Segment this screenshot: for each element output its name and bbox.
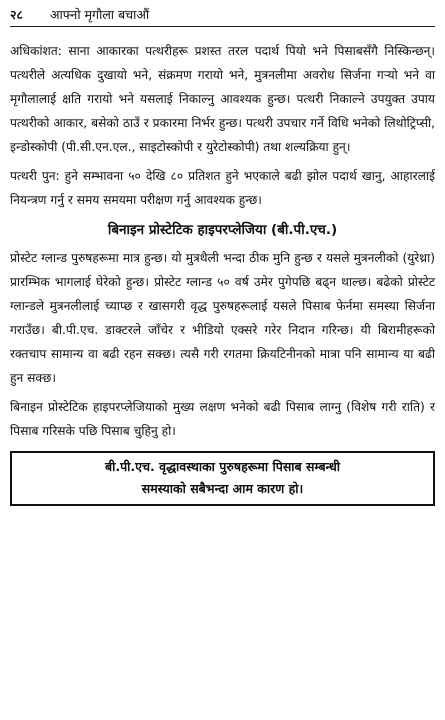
paragraph-stone-recurrence: पत्थरी पुन: हुने सम्भावना ५० देखि ८० प्रतिशत हुने भएकाले बढी झोल पदार्थ खानु, आहारलाई नियन्त्रण गर्नु र समय समयमा परीक्षण गर्नु आवश्यक हुन्छ। bbox=[10, 169, 435, 207]
callout-line-1: बी.पी.एच. वृद्धावस्थाका पुरुषहरूमा पिसाब सम्बन्धी bbox=[104, 459, 341, 474]
paragraph-stone-treatment: अधिकांशत: साना आकारका पत्थरीहरू प्रशस्त तरल पदार्थ पियो भने पिसाबसँगै निस्किन्छन्। पत्थरीले अत्यधिक दुखायो भने, संक्रमण गरायो भने, मुत्रनलीमा अवरोध सिर्जना गऱ्यो भने वा मृगौलालाई क्षति गरायो भने यसलाई निकाल्नु आवश्यक हुन्छ। पत्थरी निकाल्ने उपयुक्त उपाय पत्थरीको आकार, बसेको ठाउँ र प्रकारमा निर्भर हुन्छ। पत्थरी उपचार गर्ने विधि भनेको लिथोट्रिप्सी, इन्डोस्कोपी (पी.सी.एन.एल., साइटोस्कोपी र युरेटोस्कोपी) तथा शल्यक्रिया हुन्। bbox=[10, 44, 435, 154]
callout-line-2: समस्याको सबैभन्दा आम कारण हो। bbox=[141, 481, 304, 496]
running-title: आफ्नो मृगौला बचाऔं bbox=[50, 7, 150, 22]
section-heading: बिनाइन प्रोस्टेटिक हाइपरप्लेजिया (बी.पी.एच.) bbox=[107, 222, 338, 238]
page-number: २८ bbox=[10, 7, 24, 22]
paragraph-bph-description: प्रोस्टेट ग्लान्ड पुरुषहरूमा मात्र हुन्छ। यो मुत्रथैली भन्दा ठीक मुनि हुन्छ र यसले मुत्रनलीको (युरेथ्रा) प्रारम्भिक भागलाई घेरेको हुन्छ। प्रोस्टेट ग्लान्ड ५० वर्ष उमेर पुगेपछि बढ्न थाल्छ। बढेको प्रोस्टेट ग्लान्डले मुत्रनलीलाई च्याप्छ र खासगरी वृद्ध पुरुषहरूलाई यसले पिसाब फेर्नमा समस्या सिर्जना गराउँछ। बी.पी.एच. डाक्टरले जाँचेर र भीडियो एक्सरे गरेर निदान गरिन्छ। यी बिरामीहरूको रक्तचाप सामान्य वा बढी रहन सक्छ। त्यसै गरी रगतमा क्रियटिनीनको मात्रा पनि सामान्य या बढी हुन सक्छ। bbox=[10, 251, 435, 385]
paragraph-bph-symptoms: बिनाइन प्रोस्टेटिक हाइपरप्लेजियाको मुख्य लक्षण भनेको बढी पिसाब लाग्नु (विशेष गरी राति) र पिसाब गरिसके पछि पिसाब चुहिनु हो। bbox=[10, 400, 435, 438]
callout-box bbox=[10, 451, 435, 506]
running-header bbox=[10, 6, 435, 27]
